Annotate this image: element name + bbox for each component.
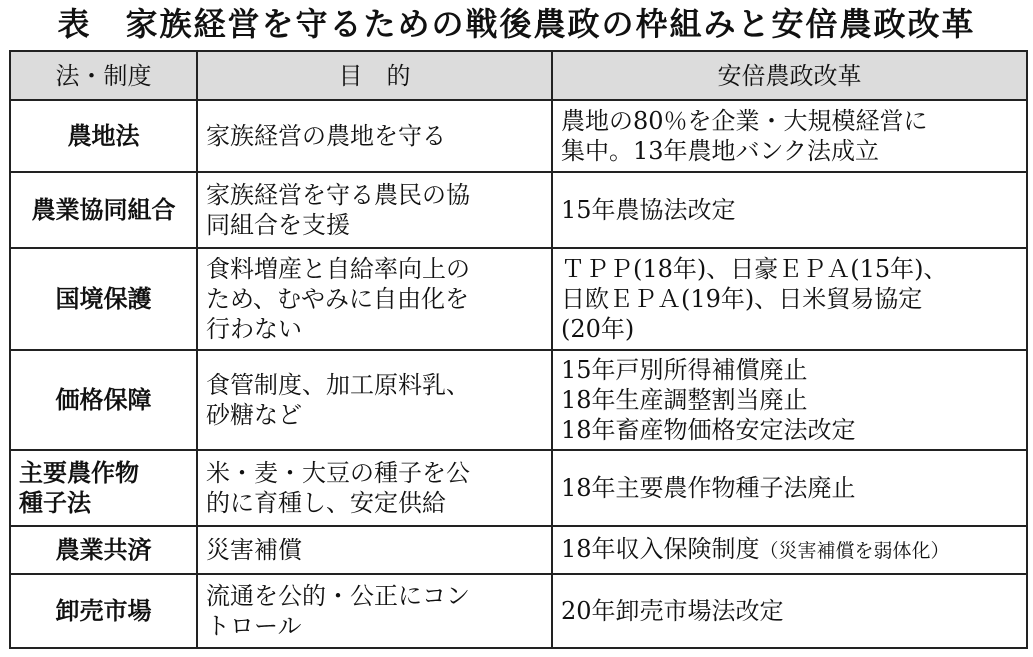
law-cell bbox=[10, 100, 197, 172]
purpose-cell bbox=[197, 100, 552, 172]
reform-cell bbox=[552, 248, 1027, 350]
purpose-cell bbox=[197, 172, 552, 248]
law-text: 農業共済 bbox=[55, 536, 152, 564]
purpose-text: ため、むやみに自由化を bbox=[206, 285, 470, 313]
law-text: 卸売市場 bbox=[55, 597, 152, 625]
purpose-text: 行わない bbox=[206, 315, 302, 343]
purpose-text: 家族経営を守る農民の協 bbox=[206, 181, 470, 209]
reform-text: 集中。13年農地バンク法成立 bbox=[561, 137, 880, 165]
purpose-cell bbox=[197, 350, 552, 450]
table-row bbox=[10, 100, 1027, 172]
header-row bbox=[10, 51, 1027, 100]
reform-text: (20年) bbox=[561, 315, 635, 343]
reform-note: （災害補償を弱体化） bbox=[759, 540, 950, 562]
law-cell bbox=[10, 450, 197, 526]
law-cell bbox=[10, 172, 197, 248]
purpose-text: 米・麦・大豆の種子を公 bbox=[206, 459, 470, 487]
law-cell bbox=[10, 248, 197, 350]
purpose-cell bbox=[197, 526, 552, 574]
reform-text: 日欧ＥＰＡ(19年)、日米貿易協定 bbox=[561, 285, 923, 313]
document-title: 表 家族経営を守るための戦後農政の枠組みと安倍農政改革 bbox=[57, 5, 976, 43]
reform-cell bbox=[552, 100, 1027, 172]
law-text: 農業協同組合 bbox=[31, 196, 176, 224]
reform-text: 農地の80％を企業・大規模経営に bbox=[561, 107, 928, 135]
table-row bbox=[10, 248, 1027, 350]
reform-cell bbox=[552, 350, 1027, 450]
purpose-text: 災害補償 bbox=[206, 536, 302, 564]
table-row bbox=[10, 172, 1027, 248]
purpose-text: 家族経営の農地を守る bbox=[206, 122, 446, 150]
reform-text: 18年収入保険制度 bbox=[561, 535, 760, 563]
reform-text: 15年農協法改定 bbox=[561, 196, 736, 224]
law-text: 農地法 bbox=[67, 122, 140, 150]
purpose-text: 砂糖など bbox=[206, 401, 302, 429]
law-cell bbox=[10, 350, 197, 450]
table-row bbox=[10, 350, 1027, 450]
table-row bbox=[10, 574, 1027, 648]
reform-text: 18年畜産物価格安定法改定 bbox=[561, 416, 856, 444]
reform-text: 18年生産調整割当廃止 bbox=[561, 386, 808, 414]
reform-cell bbox=[552, 526, 1027, 574]
header-purpose: 目 的 bbox=[197, 51, 552, 100]
purpose-cell bbox=[197, 574, 552, 648]
table-row bbox=[10, 450, 1027, 526]
purpose-text: トロール bbox=[206, 612, 302, 640]
law-cell bbox=[10, 526, 197, 574]
reform-cell bbox=[552, 172, 1027, 248]
law-text: 国境保護 bbox=[55, 285, 152, 313]
table-row bbox=[10, 526, 1027, 574]
reform-line bbox=[561, 534, 1018, 566]
header-reform: 安倍農政改革 bbox=[552, 51, 1027, 100]
reform-text: 20年卸売市場法改定 bbox=[561, 597, 784, 625]
policy-table bbox=[9, 50, 1028, 649]
purpose-text: 食管制度、加工原料乳、 bbox=[206, 371, 470, 399]
law-text: 種子法 bbox=[19, 489, 91, 517]
purpose-text: 同組合を支援 bbox=[206, 211, 350, 239]
purpose-text: 流通を公的・公正にコン bbox=[206, 582, 470, 610]
purpose-text: 的に育種し、安定供給 bbox=[206, 489, 446, 517]
law-text: 価格保障 bbox=[55, 386, 152, 414]
purpose-text: 食料増産と自給率向上の bbox=[206, 255, 470, 283]
purpose-cell bbox=[197, 248, 552, 350]
law-cell bbox=[10, 574, 197, 648]
purpose-cell bbox=[197, 450, 552, 526]
law-text: 主要農作物 bbox=[19, 459, 139, 487]
reform-cell bbox=[552, 450, 1027, 526]
reform-text: 15年戸別所得補償廃止 bbox=[561, 356, 808, 384]
header-law: 法・制度 bbox=[10, 51, 197, 100]
reform-cell bbox=[552, 574, 1027, 648]
reform-text: 18年主要農作物種子法廃止 bbox=[561, 474, 856, 502]
reform-text: ＴＰＰ(18年)、日豪ＥＰＡ(15年)、 bbox=[561, 255, 948, 283]
